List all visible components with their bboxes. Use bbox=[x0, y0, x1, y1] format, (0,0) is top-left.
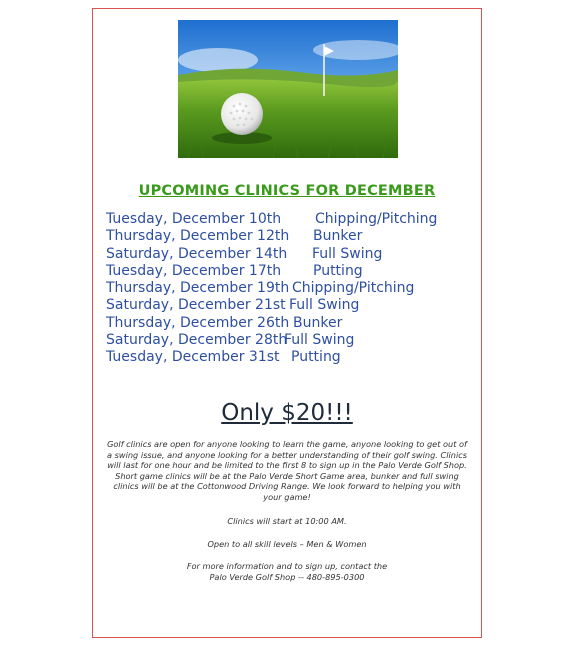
contact-phone-line: Palo Verde Golf Shop -- 480-895-0300 bbox=[209, 571, 365, 582]
schedule-row bbox=[106, 297, 476, 314]
contact-info bbox=[106, 561, 468, 582]
schedule-clinic-type: Bunker bbox=[293, 314, 343, 331]
schedule-date: Saturday, December 21st bbox=[106, 297, 286, 314]
schedule-date: Thursday, December 19th bbox=[106, 280, 290, 297]
clinic-description: Golf clinics are open for anyone looking to learn the game, anyone looking to get out of a swing issue, and anyone looking for a better understanding of their golf swing. Clinics will last for one hour and be limited to the first 8 to sign up in the Palo Verde Golf Shop. Short game clinics will be at the Palo Verde Short Game area, bunker and full swing clinics will be at the Cottonwood Driving Range. We look forward to helping you with your game! bbox=[106, 439, 467, 502]
schedule-date: Saturday, December 14th bbox=[106, 245, 288, 262]
schedule-clinic-type: Putting bbox=[291, 349, 341, 366]
schedule-row bbox=[106, 246, 476, 263]
schedule-clinic-type: Chipping/Pitching bbox=[315, 211, 438, 227]
schedule-date: Tuesday, December 17th bbox=[106, 262, 282, 279]
schedule-row bbox=[106, 349, 476, 366]
schedule-clinic-type: Full Swing bbox=[289, 297, 360, 314]
schedule-row bbox=[106, 228, 476, 245]
start-time-note: Clinics will start at 10:00 AM. bbox=[227, 516, 347, 526]
schedule-date: Thursday, December 26th bbox=[106, 314, 290, 331]
schedule-date: Thursday, December 12th bbox=[106, 228, 290, 245]
price-banner: Only $20!!! bbox=[221, 400, 353, 426]
schedule-clinic-type: Full Swing bbox=[312, 245, 383, 262]
clinic-schedule bbox=[106, 211, 476, 367]
schedule-date: Saturday, December 28th bbox=[106, 332, 288, 349]
schedule-clinic-type: Chipping/Pitching bbox=[292, 280, 415, 297]
schedule-row bbox=[106, 263, 476, 280]
schedule-date: Tuesday, December 31st bbox=[106, 349, 280, 366]
schedule-clinic-type: Bunker bbox=[313, 228, 363, 245]
schedule-clinic-type: Full Swing bbox=[284, 332, 355, 349]
schedule-row bbox=[106, 280, 476, 297]
schedule-row bbox=[106, 315, 476, 332]
schedule-clinic-type: Putting bbox=[313, 262, 363, 279]
schedule-row bbox=[106, 332, 476, 349]
schedule-row bbox=[106, 211, 476, 228]
schedule-date: Tuesday, December 10th bbox=[106, 211, 282, 227]
contact-info-line: For more information and to sign up, contact the bbox=[186, 561, 388, 571]
skill-levels-note: Open to all skill levels – Men & Women bbox=[207, 539, 367, 549]
clinics-heading: UPCOMING CLINICS FOR DECEMBER bbox=[138, 183, 436, 199]
golf-ball-hero-image bbox=[178, 20, 398, 158]
